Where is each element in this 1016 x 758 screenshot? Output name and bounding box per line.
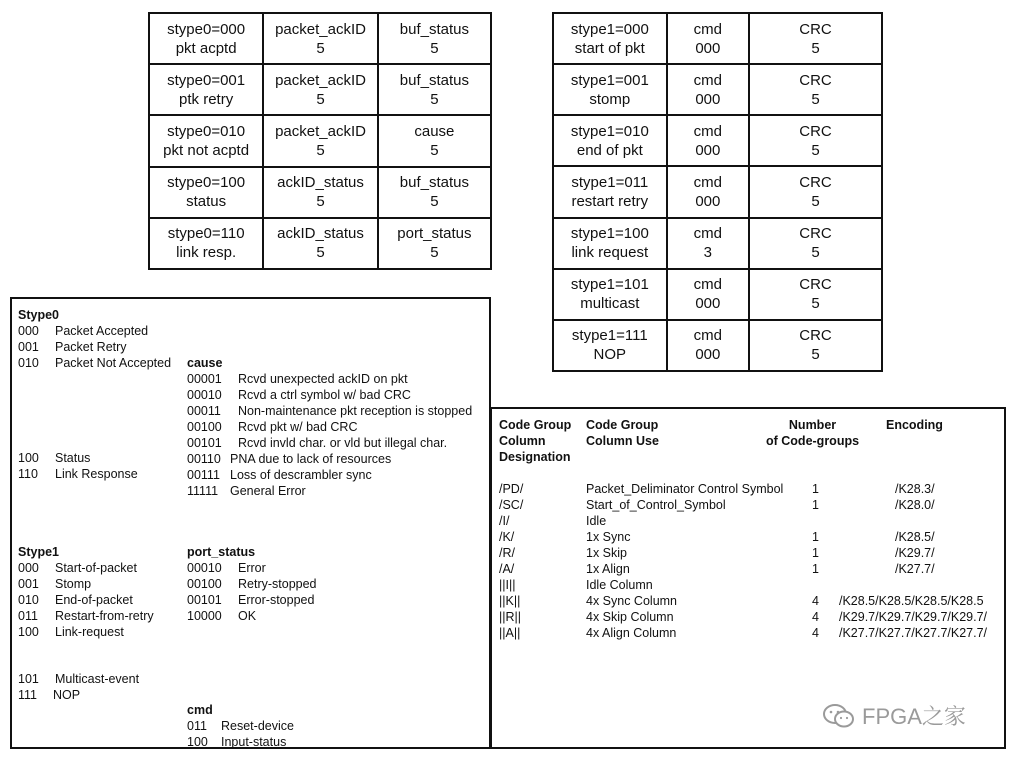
cause-code: 00101 — [187, 436, 222, 450]
cause-code: 00001 — [187, 372, 222, 386]
stype1-field-table — [552, 12, 883, 372]
stype1-row — [553, 269, 882, 320]
stype0-field-cell: packet_ackID 5 — [263, 115, 378, 166]
stype1-label: End-of-packet — [55, 593, 133, 607]
stype1-row — [553, 320, 882, 371]
cause-code: 00010 — [187, 388, 222, 402]
stype0-type-cell: stype0=110 link resp. — [149, 218, 263, 269]
cause-code: 00100 — [187, 420, 222, 434]
code-group-use: 1x Align — [586, 562, 630, 576]
stype1-type-cell: stype1=101 multicast — [553, 269, 667, 320]
cause-label: Rcvd a ctrl symbol w/ bad CRC — [238, 388, 411, 402]
stype1-code: 000 — [18, 561, 39, 575]
stype1-field-cell: cmd 3 — [667, 218, 749, 269]
stype0-code: 000 — [18, 324, 39, 338]
stype1-label: Stomp — [55, 577, 92, 591]
code-group-number: 4 — [812, 594, 819, 608]
cause-label: Non-maintenance pkt reception is stopped — [238, 404, 473, 418]
encoding-legend-panel — [10, 297, 491, 749]
stype0-row — [149, 13, 491, 64]
stype0-table-body — [149, 13, 491, 269]
stype1-field-cell: cmd 000 — [667, 166, 749, 217]
stype0-type-cell: stype0=000 pkt acptd — [149, 13, 263, 64]
code-group-use: Start_of_Control_Symbol — [586, 498, 726, 512]
stype0-field-cell: packet_ackID 5 — [263, 13, 378, 64]
stype1-field-cell: CRC 5 — [749, 269, 882, 320]
code-group-use: Idle Column — [586, 578, 653, 592]
code-group-designation: /PD/ — [499, 482, 524, 496]
code-group-panel — [490, 407, 1006, 749]
stype0-code: 110 — [18, 467, 38, 481]
cause-code: 00111 — [187, 468, 220, 482]
stype0-code: 010 — [18, 356, 39, 370]
port-status-code: 00010 — [187, 561, 222, 575]
code-group-designation: /K/ — [499, 530, 515, 544]
stype1-table-body — [553, 13, 882, 371]
stype0-field-cell: packet_ackID 5 — [263, 64, 378, 115]
header-number: Number of Code-groups — [766, 418, 860, 448]
code-group-use: 4x Sync Column — [586, 594, 678, 608]
code-group-number: 1 — [812, 546, 819, 560]
stype1-type-cell: stype1=000 start of pkt — [553, 13, 667, 64]
stype1-field-cell: cmd 000 — [667, 64, 749, 115]
port-status-label: OK — [238, 609, 257, 623]
stype1-row — [553, 218, 882, 269]
watermark-text: FPGA之家 — [862, 704, 966, 729]
cause-title: cause — [187, 356, 223, 370]
stype1-label: Multicast-event — [55, 672, 140, 686]
cmd-label: Input-status — [221, 735, 287, 749]
stype1-type-cell: stype1=011 restart retry — [553, 166, 667, 217]
stype0-row — [149, 115, 491, 166]
cause-label: General Error — [230, 484, 306, 498]
header-encoding: Encoding — [886, 418, 943, 432]
stype1-row — [553, 64, 882, 115]
code-group-number: 4 — [812, 626, 819, 640]
stype0-field-cell: ackID_status 5 — [263, 167, 378, 218]
stype0-label: Packet Not Accepted — [55, 356, 172, 370]
stype1-code: 010 — [18, 593, 39, 607]
header-use: Code Group Column Use — [586, 418, 659, 448]
stype1-type-cell: stype1=111 NOP — [553, 320, 667, 371]
code-group-designation: ||A|| — [499, 626, 521, 640]
stype0-field-cell: port_status 5 — [378, 218, 491, 269]
code-group-number: 1 — [812, 498, 819, 512]
stype0-field-table — [148, 12, 492, 270]
code-group-number: 1 — [812, 482, 819, 496]
stype0-label: Link Response — [55, 467, 138, 481]
code-group-encoding: /K28.0/ — [895, 498, 935, 512]
port-status-label: Retry-stopped — [238, 577, 317, 591]
code-group-encoding: /K29.7/K29.7/K29.7/K29.7/ — [839, 610, 988, 624]
wechat-icon — [822, 703, 856, 729]
stype1-row — [553, 166, 882, 217]
cause-label: PNA due to lack of resources — [230, 452, 392, 466]
stype0-field-cell: buf_status 5 — [378, 13, 491, 64]
stype0-type-cell: stype0=001 ptk retry — [149, 64, 263, 115]
stype1-field-cell: CRC 5 — [749, 64, 882, 115]
cause-label: Rcvd invld char. or vld but illegal char. — [238, 436, 448, 450]
stype0-field-cell: buf_status 5 — [378, 64, 491, 115]
cmd-code: 011 — [187, 719, 207, 733]
stype1-field-cell: cmd 000 — [667, 13, 749, 64]
stype1-field-cell: CRC 5 — [749, 13, 882, 64]
stype1-type-cell: stype1=100 link request — [553, 218, 667, 269]
stype1-label: Link-request — [55, 625, 124, 639]
code-group-number: 1 — [812, 530, 819, 544]
port-status-code: 00101 — [187, 593, 222, 607]
cause-code: 00011 — [187, 404, 221, 418]
stype0-field-cell: ackID_status 5 — [263, 218, 378, 269]
stype1-label: NOP — [53, 688, 81, 702]
cmd-code: 100 — [187, 735, 208, 749]
port-status-code: 10000 — [187, 609, 222, 623]
code-group-use: 4x Skip Column — [586, 610, 674, 624]
stype1-field-cell: cmd 000 — [667, 320, 749, 371]
code-group-encoding: /K28.3/ — [895, 482, 935, 496]
port-status-title: port_status — [187, 545, 256, 559]
stype1-code: 111 — [18, 688, 38, 702]
code-group-designation: ||R|| — [499, 610, 522, 624]
cmd-label: Reset-device — [221, 719, 294, 733]
watermark — [822, 700, 966, 731]
stype1-field-cell: CRC 5 — [749, 218, 882, 269]
stype1-code: 001 — [18, 577, 39, 591]
stype0-field-cell: cause 5 — [378, 115, 491, 166]
code-group-use: 1x Sync — [586, 530, 631, 544]
stype0-code: 001 — [18, 340, 39, 354]
code-group-encoding: /K28.5/K28.5/K28.5/K28.5 — [839, 594, 984, 608]
stype0-code: 100 — [18, 451, 39, 465]
code-group-encoding: /K28.5/ — [895, 530, 935, 544]
code-group-use: 4x Align Column — [586, 626, 677, 640]
stype1-field-cell: CRC 5 — [749, 320, 882, 371]
stype0-label: Status — [55, 451, 91, 465]
cause-code: 00110 — [187, 452, 221, 466]
stype0-type-cell: stype0=010 pkt not acptd — [149, 115, 263, 166]
port-status-label: Error-stopped — [238, 593, 315, 607]
stype1-title: Stype1 — [18, 545, 59, 559]
code-group-use: 1x Skip — [586, 546, 627, 560]
code-group-number: 4 — [812, 610, 819, 624]
code-group-use: Idle — [586, 514, 607, 528]
port-status-label: Error — [238, 561, 266, 575]
header-designation: Code Group Column Designation — [499, 418, 572, 464]
stype1-field-cell: cmd 000 — [667, 115, 749, 166]
stype0-label: Packet Accepted — [55, 324, 149, 338]
code-group-designation: /R/ — [499, 546, 515, 560]
port-status-code: 00100 — [187, 577, 222, 591]
code-group-designation: ||K|| — [499, 594, 521, 608]
stype1-type-cell: stype1=010 end of pkt — [553, 115, 667, 166]
stype0-type-cell: stype0=100 status — [149, 167, 263, 218]
stype1-row — [553, 13, 882, 64]
stype0-row — [149, 64, 491, 115]
code-group-designation: /SC/ — [499, 498, 524, 512]
stype1-code: 101 — [18, 672, 39, 686]
code-group-designation: ||I|| — [499, 578, 516, 592]
code-group-use: Packet_Deliminator Control Symbol — [586, 482, 784, 496]
stype0-row — [149, 218, 491, 269]
stype1-label: Start-of-packet — [55, 561, 137, 575]
stype1-label: Restart-from-retry — [55, 609, 154, 623]
code-group-encoding: /K27.7/K27.7/K27.7/K27.7/ — [839, 626, 988, 640]
stype1-field-cell: CRC 5 — [749, 115, 882, 166]
cause-label: Rcvd unexpected ackID on pkt — [238, 372, 408, 386]
stype1-field-cell: cmd 000 — [667, 269, 749, 320]
stype0-field-cell: buf_status 5 — [378, 167, 491, 218]
cause-label: Rcvd pkt w/ bad CRC — [238, 420, 358, 434]
stype0-row — [149, 167, 491, 218]
stype0-title: Stype0 — [18, 308, 59, 322]
stype1-code: 100 — [18, 625, 39, 639]
stype1-row — [553, 115, 882, 166]
stype0-label: Packet Retry — [55, 340, 127, 354]
stype1-type-cell: stype1=001 stomp — [553, 64, 667, 115]
code-group-number: 1 — [812, 562, 819, 576]
stype1-code: 011 — [18, 609, 38, 623]
cause-label: Loss of descrambler sync — [230, 468, 372, 482]
code-group-encoding: /K27.7/ — [895, 562, 935, 576]
code-group-designation: /I/ — [499, 514, 510, 528]
stype1-field-cell: CRC 5 — [749, 166, 882, 217]
cmd-title: cmd — [187, 703, 213, 717]
code-group-encoding: /K29.7/ — [895, 546, 935, 560]
cause-code: 11111 — [187, 484, 219, 498]
code-group-designation: /A/ — [499, 562, 515, 576]
